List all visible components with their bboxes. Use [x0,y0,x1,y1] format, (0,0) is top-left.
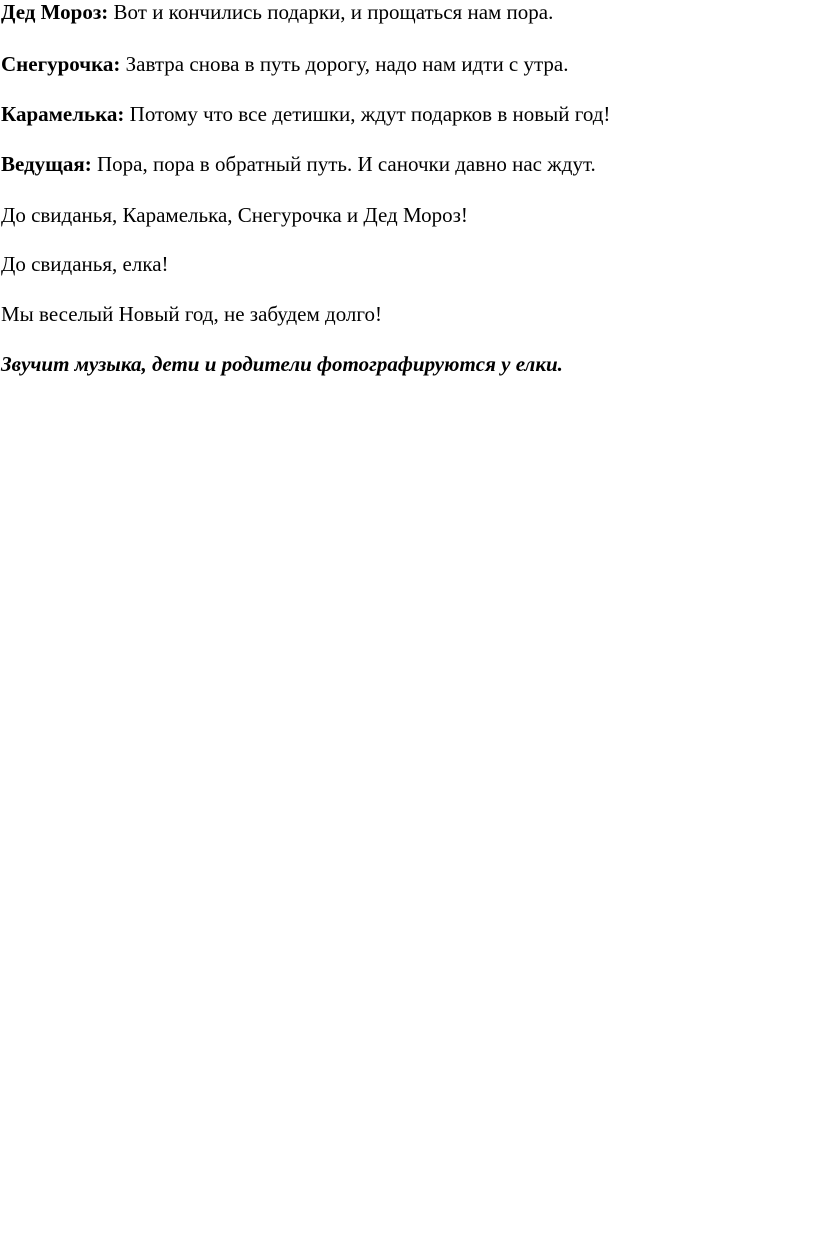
verse-line [1,302,382,326]
verse-text: До свиданья, Карамелька, Снегурочка и Дед Мороз! [1,203,468,227]
verse-text: Мы веселый Новый год, не забудем долго! [1,302,382,326]
speaker-name: Снегурочка: [1,52,121,76]
verse-line [1,203,468,227]
dialogue-text: Потому что все детишки, ждут подарков в новый год! [124,102,611,126]
stage-direction: Звучит музыка, дети и родители фотографируются у елки. [1,352,563,376]
dialogue-text: Вот и кончились подарки, и прощаться нам пора. [108,0,554,24]
speaker-name: Карамелька: [1,102,125,126]
dialogue-text: Завтра снова в путь дорогу, надо нам идти с утра. [120,52,569,76]
verse-text: До свиданья, елка! [1,252,169,276]
speaker-name: Дед Мороз: [1,0,109,24]
dialogue-text: Пора, пора в обратный путь. И саночки давно нас ждут. [91,152,596,176]
dialogue-line-karamelka [1,102,610,126]
verse-line [1,252,169,276]
speaker-name: Ведущая: [1,152,92,176]
dialogue-line-vedushchaya [1,152,596,176]
dialogue-line-ded-moroz [1,0,553,24]
dialogue-line-snegurochka [1,52,569,76]
